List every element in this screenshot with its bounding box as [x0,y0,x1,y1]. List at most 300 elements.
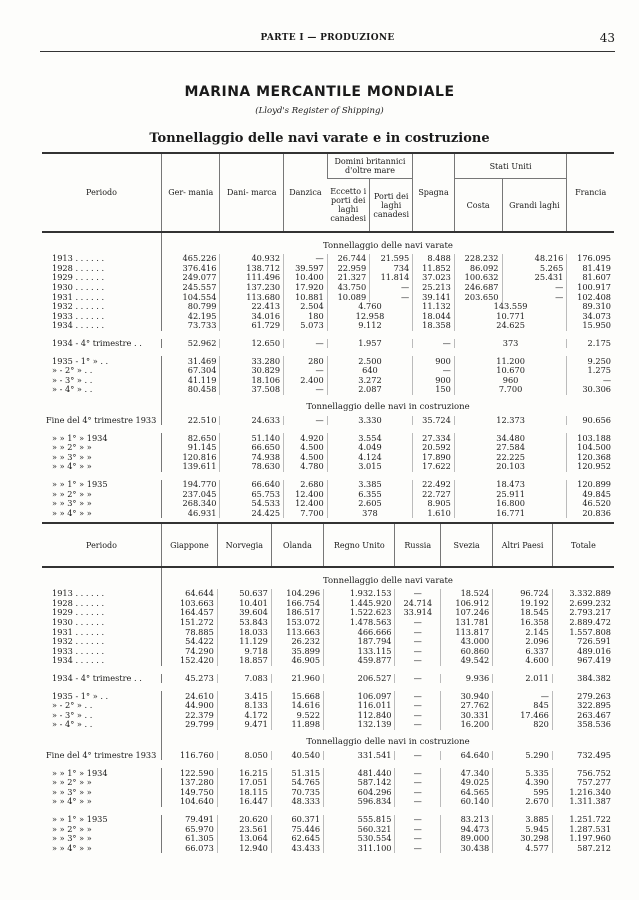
cell-danzica: 12.400 [284,489,328,499]
cell-porti-laghi-canadesi: 734 [370,264,413,274]
cell-domini-britannici: 3.385 [327,480,413,490]
cell-altri-paesi: — [493,691,553,701]
header-rule [40,51,615,52]
cell-spagna: — [413,339,455,349]
cell-domini-britannici: 12.958 [327,312,413,322]
period-cell: » » 3° » » [52,786,92,797]
spacer [42,348,614,356]
cell-regno-unito: 331.541 [324,751,395,761]
cell-francia: 20.836 [567,508,614,518]
cell-germania: 465.226 [162,254,220,264]
cell-spagna: 18.044 [413,312,455,322]
cell-totale: 1.251.722 [552,815,614,825]
cell-danzica: — [284,339,328,349]
col-periodo: Periodo [86,188,117,197]
col-spagna: Spagna [413,153,455,232]
cell-germania: 104.554 [162,292,220,302]
cell-russia: 33.914 [395,608,441,618]
cell-stati-uniti: 16.771 [454,508,567,518]
cell-russia: — [395,834,441,844]
table-row [42,751,614,761]
cell-domini-britannici: 4.760 [327,302,413,312]
cell-francia: 120.952 [567,462,614,472]
cell-norvegia: 12.940 [217,843,271,853]
cell-costa: 228.232 [454,254,502,264]
cell-russia: — [395,788,441,798]
cell-norvegia: 3.415 [217,691,271,701]
cell-domini-britannici: 2.500 [327,356,413,366]
cell-danzica: 2.504 [284,302,328,312]
cell-totale: 587.212 [552,843,614,853]
cell-stati-uniti: 960 [454,376,567,386]
period-cell: » » 4° » » [52,796,92,807]
cell-costa: 203.650 [454,292,502,302]
col-group-stati-uniti: Stati Uniti [454,153,567,179]
cell-altri-paesi: 5.335 [493,768,553,778]
table-asia-europe-totals [42,522,614,853]
period-cell: 1933 . . . . . . [52,310,105,321]
cell-domini-britannici: 4.049 [327,443,413,453]
cell-olanda: 75.446 [271,824,323,834]
cell-danimarca: 30.829 [220,366,284,376]
cell-totale: 756.752 [552,768,614,778]
col-giappone: Giappone [162,523,218,567]
table-row [42,508,614,518]
period-cell: 1928 . . . . . . [52,262,105,273]
cell-altri-paesi: 5.945 [493,824,553,834]
cell-norvegia: 10.401 [217,599,271,609]
table-title: Tonnellaggio delle navi varate e in costruzione [149,131,490,146]
cell-stati-uniti: 11.200 [454,356,567,366]
cell-olanda: 70.735 [271,788,323,798]
cell-danimarca: 65.753 [220,489,284,499]
cell-stati-uniti: 12.373 [454,416,567,426]
cell-giappone: 116.760 [162,751,218,761]
cell-danimarca: 24.633 [220,416,284,426]
col-russia: Russia [395,523,441,567]
cell-costa: 100.632 [454,273,502,283]
cell-stati-uniti: 373 [454,339,567,349]
cell-russia: — [395,656,441,666]
cell-altri-paesi: 2.145 [493,627,553,637]
spacer-row [42,683,614,691]
cell-russia: — [395,701,441,711]
cell-spagna: 8.905 [413,499,455,509]
cell-francia: 30.306 [567,385,614,395]
cell-russia: — [395,720,441,730]
cell-regno-unito: 587.142 [324,778,395,788]
table-row [42,674,614,684]
cell-giappone: 122.590 [162,768,218,778]
col-danzica: Danzica [284,153,328,232]
cell-francia: — [567,376,614,386]
running-head-title: PARTE I — PRODUZIONE [260,33,395,43]
cell-costa: 86.092 [454,264,502,274]
table-row [42,302,614,312]
table-row [42,443,614,453]
table-row [42,691,614,701]
period-cell: Fine del 4° trimestre 1933 [46,415,157,426]
cell-danimarca: 138.712 [220,264,284,274]
period-cell: 1928 . . . . . . [52,597,105,608]
table-europe-americas [42,152,614,518]
cell-altri-paesi: 96.724 [493,589,553,599]
cell-francia: 89.310 [567,302,614,312]
cell-danzica: 5.073 [284,321,328,331]
cell-danimarca: 111.496 [220,273,284,283]
cell-giappone: 137.280 [162,778,218,788]
cell-russia: — [395,815,441,825]
cell-regno-unito: 1.445.920 [324,599,395,609]
cell-norvegia: 53.843 [217,618,271,628]
cell-svezia: 113.817 [441,627,493,637]
cell-norvegia: 4.172 [217,711,271,721]
col-group-domini-britannici: Domini britannici d'oltre mare [327,153,413,179]
col-francia: Francia [567,153,614,232]
cell-domini-britannici: 3.330 [327,416,413,426]
cell-regno-unito: 555.815 [324,815,395,825]
period-cell: 1934 . . . . . . [52,320,105,331]
cell-francia: 104.500 [567,443,614,453]
section-spacer [42,567,162,589]
cell-germania: 376.416 [162,264,220,274]
cell-giappone: 149.750 [162,788,218,798]
cell-eccetto-porti-laghi: 10.089 [327,292,370,302]
cell-danimarca: 12.650 [220,339,284,349]
cell-spagna: 27.334 [413,433,455,443]
cell-olanda: 104.296 [271,589,323,599]
section-heading-row [42,232,614,254]
cell-danimarca: 18.106 [220,376,284,386]
cell-totale: 358.536 [552,720,614,730]
cell-germania: 245.557 [162,283,220,293]
cell-altri-paesi: 845 [493,701,553,711]
cell-olanda: 26.232 [271,637,323,647]
cell-totale: 1.287.531 [552,824,614,834]
col-germania: Ger- mania [162,153,220,232]
cell-domini-britannici: 3.272 [327,376,413,386]
cell-danimarca: 22.413 [220,302,284,312]
cell-svezia: 27.762 [441,701,493,711]
cell-spagna: 25.213 [413,283,455,293]
cell-totale: 2.699.232 [552,599,614,609]
cell-danzica: 2.400 [284,376,328,386]
cell-svezia: 64.640 [441,751,493,761]
cell-danzica: 12.400 [284,499,328,509]
period-cell: 1934 - 4° trimestre . . [52,673,142,684]
cell-altri-paesi: 5.290 [493,751,553,761]
cell-spagna: 900 [413,376,455,386]
cell-danzica: 4.500 [284,453,328,463]
cell-giappone: 65.970 [162,824,218,834]
cell-spagna: 37.023 [413,273,455,283]
cell-svezia: 107.246 [441,608,493,618]
period-cell: » - 4° » . . [52,384,93,395]
cell-totale: 757.277 [552,778,614,788]
cell-giappone: 79.491 [162,815,218,825]
cell-grandi-laghi: — [502,292,567,302]
main-title: MARINA MERCANTILE MONDIALE [184,84,455,100]
cell-totale: 2.793.217 [552,608,614,618]
cell-germania: 42.195 [162,312,220,322]
period-cell: » » 3° » » [52,451,92,462]
cell-danimarca: 66.640 [220,480,284,490]
cell-svezia: 47.340 [441,768,493,778]
cell-danimarca: 40.932 [220,254,284,264]
cell-porti-laghi-canadesi: 11.814 [370,273,413,283]
cell-danzica: 180 [284,312,328,322]
cell-regno-unito: 596.834 [324,797,395,807]
cell-germania: 91.145 [162,443,220,453]
spacer [42,472,614,480]
cell-olanda: 46.905 [271,656,323,666]
cell-norvegia: 11.129 [217,637,271,647]
cell-svezia: 30.331 [441,711,493,721]
cell-svezia: 9.936 [441,674,493,684]
cell-norvegia: 16.215 [217,768,271,778]
period-cell: » » 4° » » [52,842,92,853]
section-heading: Tonnellaggio delle navi in costruzione [306,402,470,413]
cell-francia: 15.950 [567,321,614,331]
cell-germania: 80.458 [162,385,220,395]
cell-grandi-laghi: 25.431 [502,273,567,283]
cell-germania: 73.733 [162,321,220,331]
cell-totale: 263.467 [552,711,614,721]
spacer-row [42,348,614,356]
cell-spagna: 18.358 [413,321,455,331]
period-cell: » » 2° » » [52,442,92,453]
cell-russia: — [395,711,441,721]
cell-domini-britannici: 2.605 [327,499,413,509]
period-cell: » » 1° » 1935 [52,478,108,489]
cell-domini-britannici: 3.554 [327,433,413,443]
table-row [42,843,614,853]
cell-norvegia: 13.064 [217,834,271,844]
cell-regno-unito: 187.794 [324,637,395,647]
cell-russia: — [395,647,441,657]
cell-olanda: 21.960 [271,674,323,684]
period-cell: 1935 - 1° » . . [52,355,109,366]
cell-svezia: 49.025 [441,778,493,788]
cell-regno-unito: 530.554 [324,834,395,844]
cell-olanda: 43.433 [271,843,323,853]
cell-russia: — [395,778,441,788]
cell-eccetto-porti-laghi: 21.327 [327,273,370,283]
cell-norvegia: 18.115 [217,788,271,798]
cell-giappone: 64.644 [162,589,218,599]
section-spacer [42,395,162,416]
section-heading: Tonnellaggio delle navi varate [323,240,453,251]
cell-germania: 46.931 [162,508,220,518]
period-cell: Fine del 4° trimestre 1933 [46,750,157,761]
cell-domini-britannici: 9.112 [327,321,413,331]
period-cell: 1913 . . . . . . [52,588,105,599]
subtitle: (Lloyd's Register of Shipping) [255,106,384,116]
cell-danzica: 10.881 [284,292,328,302]
table-row [42,366,614,376]
cell-altri-paesi: 3.885 [493,815,553,825]
table-row [42,339,614,349]
cell-norvegia: 9.718 [217,647,271,657]
cell-svezia: 30.940 [441,691,493,701]
cell-spagna: 11.852 [413,264,455,274]
cell-altri-paesi: 19.192 [493,599,553,609]
cell-danzica: — [284,385,328,395]
section-heading-row [42,567,614,589]
cell-stati-uniti: 27.584 [454,443,567,453]
cell-francia: 81.419 [567,264,614,274]
cell-olanda: 40.540 [271,751,323,761]
period-cell: » - 4° » . . [52,719,93,730]
table-row [42,385,614,395]
cell-francia: 176.095 [567,254,614,264]
cell-danzica: 10.400 [284,273,328,283]
cell-porti-laghi-canadesi: 21.595 [370,254,413,264]
table-row [42,797,614,807]
cell-francia: 100.917 [567,283,614,293]
cell-germania: 249.077 [162,273,220,283]
cell-norvegia: 8.050 [217,751,271,761]
cell-giappone: 22.379 [162,711,218,721]
period-cell: 1931 . . . . . . [52,291,105,302]
cell-giappone: 74.290 [162,647,218,657]
spacer-row [42,425,614,433]
col-svezia: Svezia [441,523,493,567]
cell-germania: 268.340 [162,499,220,509]
cell-regno-unito: 459.877 [324,656,395,666]
cell-norvegia: 23.561 [217,824,271,834]
period-cell: » - 2° » . . [52,700,93,711]
page-number: 43 [599,31,615,45]
cell-domini-britannici: 1.957 [327,339,413,349]
period-cell: » » 1° » 1934 [52,767,108,778]
running-head [40,28,615,48]
period-cell: 1913 . . . . . . [52,253,105,264]
col-porti-laghi-canadesi: Porti dei laghi canadesi [370,179,413,233]
cell-porti-laghi-canadesi: — [370,292,413,302]
cell-francia: 102.408 [567,292,614,302]
cell-regno-unito: 1.522.623 [324,608,395,618]
cell-danzica: 4.500 [284,443,328,453]
cell-danimarca: 54.533 [220,499,284,509]
cell-francia: 120.899 [567,480,614,490]
cell-olanda: 153.072 [271,618,323,628]
cell-danimarca: 78.630 [220,462,284,472]
cell-giappone: 66.073 [162,843,218,853]
cell-francia: 2.175 [567,339,614,349]
period-cell: 1929 . . . . . . [52,272,105,283]
cell-francia: 90.656 [567,416,614,426]
cell-norvegia: 7.083 [217,674,271,684]
cell-altri-paesi: 18.545 [493,608,553,618]
period-cell: 1933 . . . . . . [52,645,105,656]
spacer [42,683,614,691]
period-cell: 1930 . . . . . . [52,617,105,628]
cell-grandi-laghi: 48.216 [502,254,567,264]
cell-francia: 46.520 [567,499,614,509]
cell-spagna: 22.492 [413,480,455,490]
period-cell: » » 4° » » [52,461,92,472]
period-cell: » » 3° » » [52,833,92,844]
table-row [42,321,614,331]
cell-francia: 49.845 [567,489,614,499]
cell-stati-uniti: 24.625 [454,321,567,331]
table-row [42,376,614,386]
period-cell: » » 2° » » [52,488,92,499]
cell-russia: — [395,637,441,647]
table-row [42,283,614,293]
table-row [42,815,614,825]
period-cell: 1932 . . . . . . [52,301,105,312]
col-regno-unito: Regno Unito [324,523,395,567]
cell-totale: 384.382 [552,674,614,684]
cell-svezia: 94.473 [441,824,493,834]
cell-russia: — [395,843,441,853]
period-cell: 1935 - 1° » . . [52,690,109,701]
table-row [42,778,614,788]
cell-spagna: 8.488 [413,254,455,264]
cell-regno-unito: 311.100 [324,843,395,853]
cell-russia: — [395,589,441,599]
cell-svezia: 18.524 [441,589,493,599]
cell-svezia: 43.000 [441,637,493,647]
table-row [42,453,614,463]
cell-regno-unito: 206.527 [324,674,395,684]
cell-germania: 139.611 [162,462,220,472]
cell-eccetto-porti-laghi: 22.959 [327,264,370,274]
col-costa: Costa [454,179,502,233]
cell-porti-laghi-canadesi: — [370,283,413,293]
period-cell: » » 1° » 1935 [52,813,108,824]
cell-spagna: — [413,366,455,376]
period-cell: 1930 . . . . . . [52,282,105,293]
cell-olanda: 14.616 [271,701,323,711]
cell-germania: 52.962 [162,339,220,349]
cell-svezia: 49.542 [441,656,493,666]
cell-germania: 194.770 [162,480,220,490]
cell-danzica: — [284,416,328,426]
cell-francia: 120.368 [567,453,614,463]
cell-francia: 103.188 [567,433,614,443]
cell-giappone: 45.273 [162,674,218,684]
cell-danzica: — [284,254,328,264]
cell-stati-uniti: 10.771 [454,312,567,322]
cell-francia: 81.607 [567,273,614,283]
cell-olanda: 186.517 [271,608,323,618]
cell-altri-paesi: 30.298 [493,834,553,844]
cell-spagna: 150 [413,385,455,395]
cell-costa: 246.687 [454,283,502,293]
col-norvegia: Norvegia [217,523,271,567]
table-row [42,656,614,666]
cell-giappone: 104.640 [162,797,218,807]
cell-danzica: — [284,366,328,376]
section-heading: Tonnellaggio delle navi varate [323,575,453,586]
cell-svezia: 89.000 [441,834,493,844]
cell-totale: 1.311.387 [552,797,614,807]
cell-danimarca: 24.425 [220,508,284,518]
cell-altri-paesi: 16.358 [493,618,553,628]
cell-norvegia: 18.857 [217,656,271,666]
cell-totale: 1.216.340 [552,788,614,798]
cell-spagna: 20.592 [413,443,455,453]
col-olanda: Olanda [271,523,323,567]
cell-svezia: 60.140 [441,797,493,807]
cell-norvegia: 18.033 [217,627,271,637]
cell-altri-paesi: 4.600 [493,656,553,666]
table-row [42,711,614,721]
period-cell: 1931 . . . . . . [52,626,105,637]
